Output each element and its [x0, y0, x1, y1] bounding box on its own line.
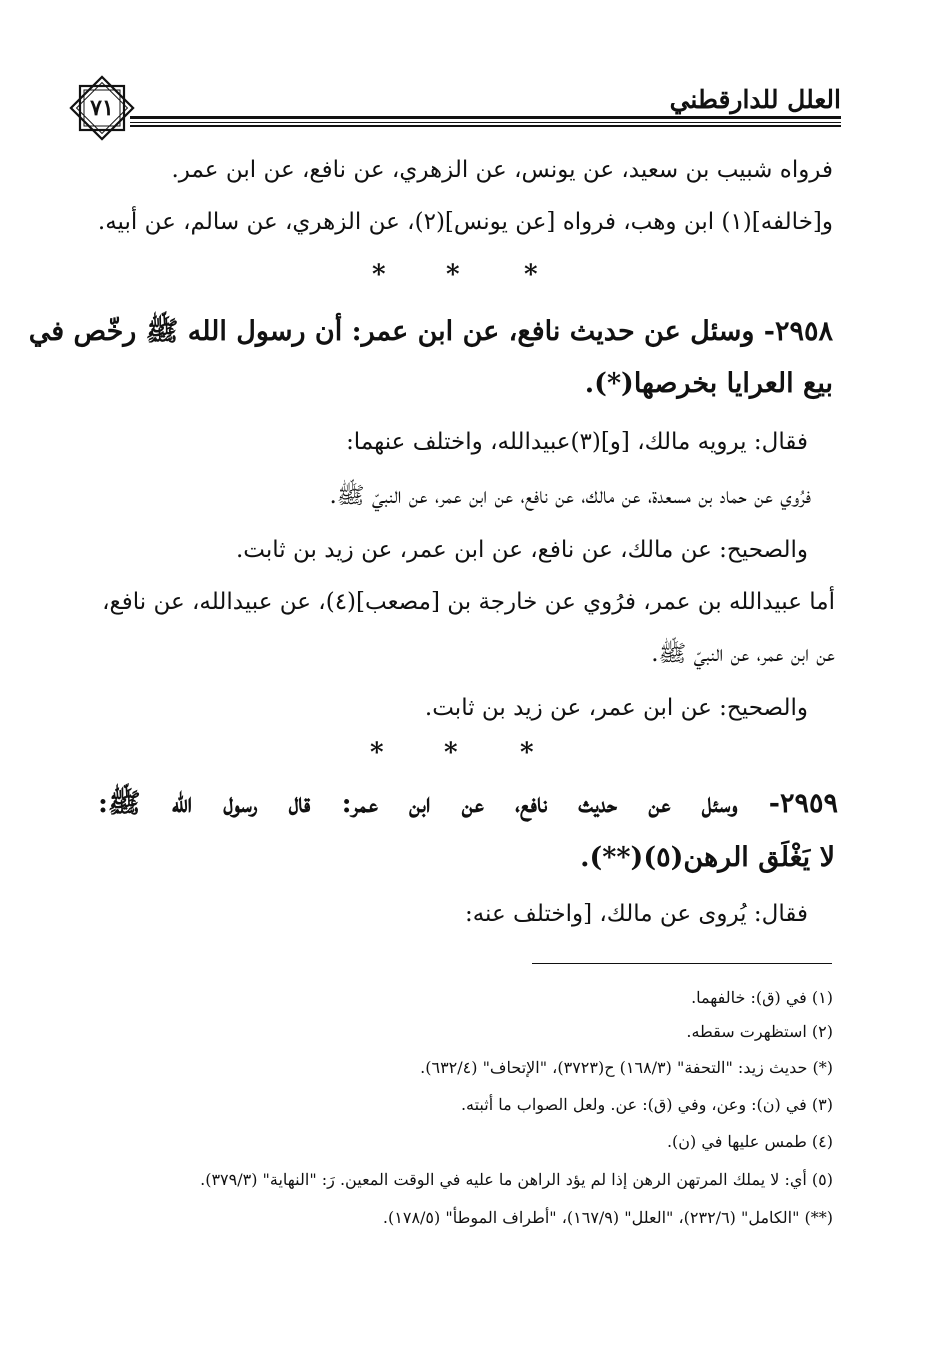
text-line: فرُوي عن حماد بن مسعدة، عن مالك، عن نافع، عن ابن عمر، عن النبيّ ﷺ.	[329, 483, 811, 509]
section-separator	[0, 260, 933, 296]
footnote: (٤) طمس عليها في (ن).	[666, 1132, 833, 1151]
footnote-separator	[532, 963, 832, 964]
text-line: أما عبيدالله بن عمر، فرُوي عن خارجة بن [مصعب](٤)، عن عبيدالله، عن نافع،	[102, 589, 835, 615]
text-line: فقال: يرويه مالك، [و](٣)عبيدالله، واختلف عنهما:	[346, 429, 808, 455]
footnote: (*) حديث زيد: "التحفة" (١٦٨/٣) ح(٣٧٢٣)، "الإتحاف" (٦٣٢/٤).	[420, 1058, 833, 1077]
text-line: فرواه شبيب بن سعيد، عن يونس، عن الزهري، عن نافع، عن ابن عمر.	[171, 157, 833, 183]
footnote: (١) في (ق): خالفهما.	[691, 988, 833, 1007]
separator-star: *	[524, 260, 538, 290]
text-line: فقال: يُروى عن مالك، [واختلف عنه:	[464, 901, 808, 927]
header-rule	[130, 116, 841, 119]
page-number-badge	[64, 70, 140, 146]
running-header-title: العلل للدارقطني	[669, 85, 841, 114]
footnote: (**) "الكامل" (٢٣٢/٦)، "العلل" (١٦٧/٩)، "أطراف الموطأ" (١٧٨/٥).	[382, 1208, 833, 1227]
hadith-heading: ٢٩٥٩- وسئل عن حديث نافع، عن ابن عمر: قال رسول الله ﷺ:	[98, 788, 838, 819]
hadith-heading: ٢٩٥٨- وسئل عن حديث نافع، عن ابن عمر: أن رسول الله ﷺ رخّص في	[28, 316, 833, 347]
hadith-heading: بيع العرايا بخرصها(*).	[584, 368, 833, 399]
section-separator	[0, 738, 933, 774]
footnote: (٣) في (ن): وعن، وفي (ق): عن. ولعل الصواب ما أثبته.	[460, 1095, 833, 1114]
text-line: والصحيح: عن مالك، عن نافع، عن ابن عمر، عن زيد بن ثابت.	[235, 537, 808, 563]
header-rule	[130, 125, 841, 127]
separator-star: *	[520, 738, 534, 768]
hadith-heading: لا يَغْلَق الرهن(٥)(**).	[580, 842, 835, 873]
separator-star: *	[444, 738, 458, 768]
header-rule	[130, 122, 841, 123]
footnote: (٥) أي: لا يملك المرتهن الرهن إذا لم يؤد الراهن ما عليه في الوقت المعين. رَ: "النهاية" (٣٧٩/٣).	[200, 1170, 833, 1189]
separator-star: *	[372, 260, 386, 290]
footnote: (٢) استظهرت سقطه.	[686, 1022, 833, 1041]
text-line: عن ابن عمر، عن النبيّ ﷺ.	[651, 641, 835, 667]
separator-star: *	[370, 738, 384, 768]
text-line: والصحيح: عن ابن عمر، عن زيد بن ثابت.	[424, 695, 808, 721]
separator-star: *	[446, 260, 460, 290]
text-line: و[خالفه](١) ابن وهب، فرواه [عن يونس](٢)، عن الزهري، عن سالم، عن أبيه.	[97, 209, 833, 235]
page-number: ٧١	[90, 95, 114, 121]
